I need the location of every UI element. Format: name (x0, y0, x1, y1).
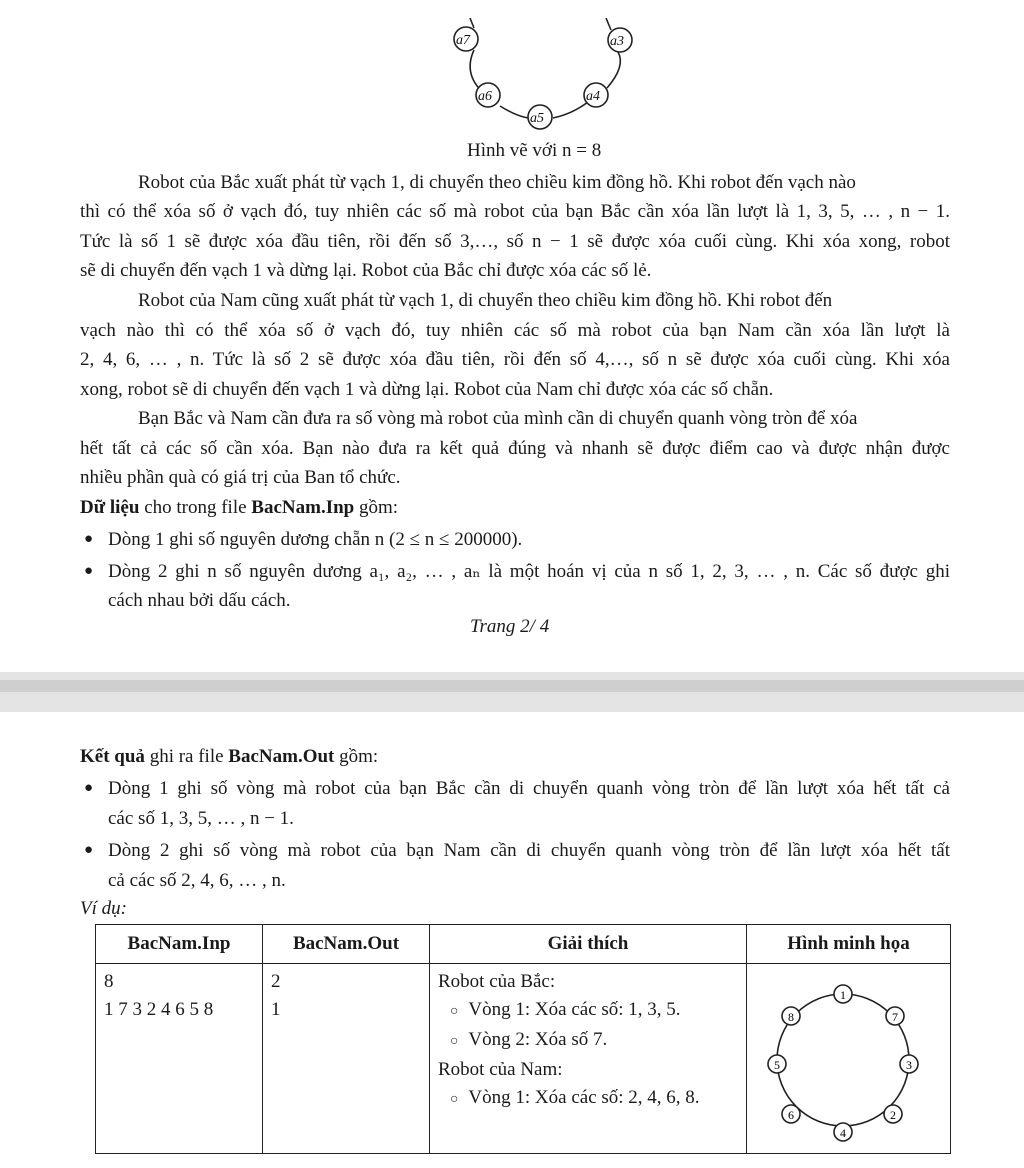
para3-line3: nhiều phần quà có giá trị của Ban tổ chức. (80, 467, 401, 488)
para1-line1: Robot của Bắc xuất phát từ vạch 1, di chuyển theo chiều kim đồng hồ. Khi robot đến vạch nào (138, 172, 856, 193)
bullet-icon: ● (84, 531, 94, 547)
table-header-row (96, 925, 951, 964)
example-label: Ví dụ: (80, 898, 127, 919)
node-a5-label: a5 (530, 111, 544, 126)
number-1-label: 1 (840, 988, 846, 1002)
node-a4-label: a4 (586, 89, 600, 104)
input-item-2-cont: cách nhau bởi dấu cách. (108, 590, 291, 611)
output-file-name: BacNam.Out (228, 746, 335, 767)
number-2-icon (884, 1105, 902, 1123)
bullet-icon: ● (84, 563, 94, 579)
explain-bac: Robot của Bắc: (438, 971, 556, 992)
input-heading-bold: Dữ liệu (80, 497, 140, 518)
para3-line1: Bạn Bắc và Nam cần đưa ra số vòng mà robot của mình cần di chuyển quanh vòng tròn để xóa (138, 408, 858, 429)
para1-line2: thì có thể xóa số ở vạch đó, tuy nhiên các số mà robot của bạn Bắc cần xóa lần lượt là 1, 3, 5, … , n − 1. (80, 201, 950, 222)
output-heading-rest: ghi ra file (144, 746, 229, 767)
node-a7-label: a7 (456, 33, 470, 48)
number-2-label: 2 (890, 1108, 896, 1122)
output-item-1-cont: các số 1, 3, 5, … , n − 1. (108, 808, 294, 829)
para1-line4: sẽ di chuyển đến vạch 1 và dừng lại. Robot của Bắc chỉ được xóa các số lẻ. (80, 260, 652, 281)
page-footer: Trang 2/ 4 (470, 616, 550, 637)
node-a4 (584, 83, 608, 107)
number-4-icon (834, 1123, 852, 1141)
input-heading (80, 497, 398, 519)
number-5-label: 5 (774, 1058, 780, 1072)
output-heading (80, 746, 378, 768)
number-3-label: 3 (906, 1058, 912, 1072)
cell-out (263, 964, 430, 1154)
input-item-2: Dòng 2 ghi n số nguyên dương a₁, a₂, … , aₙ là một hoán vị của n số 1, 2, 3, … , n. Các số được ghi (108, 561, 950, 582)
number-5-icon (768, 1055, 786, 1073)
table-row (96, 964, 951, 1154)
explain-nam-round1 (438, 1084, 738, 1114)
input-heading-end: gồm: (354, 497, 399, 518)
explain-bac-round2-text: Vòng 2: Xóa số 7. (468, 1029, 608, 1050)
number-3-icon (900, 1055, 918, 1073)
node-a6-label: a6 (478, 89, 492, 104)
para2-line3: 2, 4, 6, … , n. Tức là số 2 sẽ được xóa đầu tiên, rồi đến số 4,…, số n sẽ được xóa cuối cùng. Khi xóa (80, 349, 950, 370)
bullet-icon: ● (84, 842, 94, 858)
bullet-icon: ● (84, 780, 94, 796)
inp-line-2: 1 7 3 2 4 6 5 8 (104, 999, 214, 1020)
para1-line3: Tức là số 1 sẽ được xóa đầu tiên, rồi đến số 3,…, số n − 1 sẽ được xóa cuối cùng. Khi xóa xong, robot (80, 231, 950, 252)
output-item-2-cont: cả các số 2, 4, 6, … , n. (108, 870, 286, 891)
out-line-2: 1 (271, 999, 281, 1020)
number-7-icon (886, 1007, 904, 1025)
para2-line2: vạch nào thì có thể xóa số ở vạch đó, tuy nhiên các số mà robot của bạn Nam cần xóa lần lượt là (80, 320, 950, 341)
output-heading-bold: Kết quả (80, 746, 145, 767)
number-6-label: 6 (788, 1108, 794, 1122)
input-item-1: Dòng 1 ghi số nguyên dương chẵn n (2 ≤ n ≤ 200000). (108, 529, 523, 550)
table-header-figure: Hình minh họa (747, 925, 951, 964)
cell-explain (430, 964, 747, 1154)
para2-line4: xong, robot sẽ di chuyển đến vạch 1 và dừng lại. Robot của Nam chỉ được xóa các số chẵn. (80, 379, 774, 400)
circle-bullet-icon: ○ (450, 1034, 459, 1049)
page-3-of-4 (0, 712, 1024, 1168)
number-8-icon (782, 1007, 800, 1025)
number-4-label: 4 (840, 1126, 846, 1140)
cell-inp (96, 964, 263, 1154)
number-6-icon (782, 1105, 800, 1123)
node-a6 (476, 83, 500, 107)
circle-bullet-icon: ○ (450, 1004, 459, 1019)
node-a7 (454, 27, 478, 51)
explain-bac-round1 (438, 996, 738, 1026)
node-a5 (528, 105, 552, 129)
example-table (95, 924, 951, 1154)
explain-nam-round1-text: Vòng 1: Xóa các số: 2, 4, 6, 8. (468, 1087, 700, 1108)
number-1-icon (834, 985, 852, 1003)
circle-bullet-icon: ○ (450, 1092, 459, 1107)
cell-figure (747, 964, 951, 1154)
output-item-2: Dòng 2 ghi số vòng mà robot của bạn Nam cần di chuyển quanh vòng tròn để lần lượt xóa hết tất (108, 840, 950, 861)
output-item-1: Dòng 1 ghi số vòng mà robot của bạn Bắc cần di chuyển quanh vòng tròn để lần lượt xóa hết tất cả (108, 778, 950, 799)
para2-line1: Robot của Nam cũng xuất phát từ vạch 1, di chuyển theo chiều kim đồng hồ. Khi robot đến (138, 290, 833, 311)
number-7-label: 7 (892, 1010, 898, 1024)
input-file-name: BacNam.Inp (251, 497, 355, 518)
node-a3-label: a3 (610, 34, 624, 49)
output-heading-end: gồm: (334, 746, 379, 767)
explain-bac-round1-text: Vòng 1: Xóa các số: 1, 3, 5. (468, 999, 681, 1020)
inp-line-1: 8 (104, 971, 114, 992)
out-line-1: 2 (271, 971, 281, 992)
table-header-out: BacNam.Out (263, 925, 430, 964)
explain-bac-round2 (438, 1026, 738, 1056)
input-heading-rest: cho trong file (139, 497, 252, 518)
table-header-inp: BacNam.Inp (96, 925, 263, 964)
table-header-explain: Giải thích (430, 925, 747, 964)
example-circle-figure (747, 964, 937, 1144)
number-8-label: 8 (788, 1010, 794, 1024)
explain-nam: Robot của Nam: (438, 1059, 563, 1080)
circle-figure (440, 18, 640, 133)
node-a3 (608, 28, 632, 52)
para3-line2: hết tất cả các số cần xóa. Bạn nào đưa ra kết quả đúng và nhanh sẽ được điểm cao và được nhận được (80, 438, 950, 459)
page-separator (0, 672, 1024, 712)
figure-caption: Hình vẽ với n = 8 (467, 140, 602, 161)
